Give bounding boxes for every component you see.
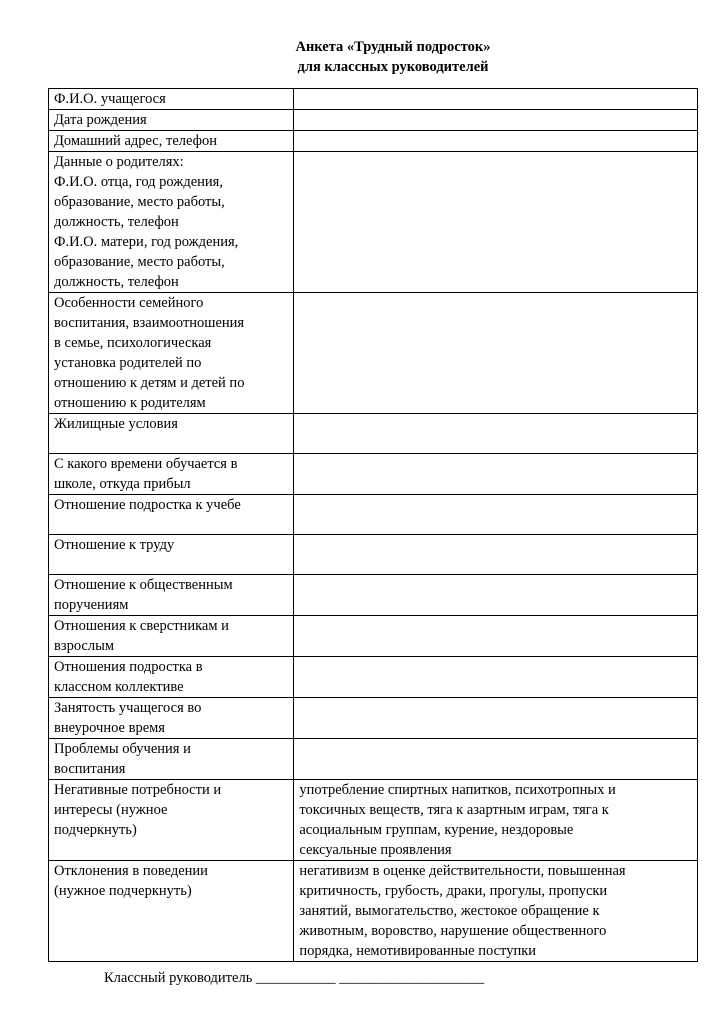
teacher-signature-line: Классный руководитель ___________ ____________________ (104, 970, 485, 986)
row-value-field[interactable]: употребление спиртных напитков, психотропных и токсичных веществ, тяга к азартным играм, тяга к асоциальным группам, курение, нездоровые сексуальные проявления (294, 780, 698, 861)
table-row (49, 454, 698, 495)
row-value-field[interactable] (294, 89, 698, 110)
row-label: Занятость учащегося во внеурочное время (49, 698, 294, 739)
row-label: Отношение к общественным поручениям (49, 575, 294, 616)
questionnaire-table (48, 88, 698, 962)
row-value-field[interactable] (294, 739, 698, 780)
row-label: Негативные потребности и интересы (нужное подчеркнуть) (49, 780, 294, 861)
row-value-field[interactable] (294, 616, 698, 657)
row-label: Отношения подростка в классном коллективе (49, 657, 294, 698)
table-row (49, 616, 698, 657)
row-value-field[interactable] (294, 575, 698, 616)
row-value-field[interactable]: негативизм в оценке действительности, повышенная критичность, грубость, драки, прогулы, пропуски занятий, вымогательство, жестокое обращение к животным, воровство, нарушение общественного порядка, немотивированные поступки (294, 861, 698, 962)
row-label: Отклонения в поведении (нужное подчеркнуть) (49, 861, 294, 962)
table-row (49, 698, 698, 739)
table-row (49, 575, 698, 616)
row-value-field[interactable] (294, 657, 698, 698)
row-label: Отношение к труду (49, 535, 294, 575)
row-value-field[interactable] (294, 535, 698, 575)
table-row (49, 657, 698, 698)
row-label: Дата рождения (49, 110, 294, 131)
table-row (49, 152, 698, 293)
row-value-field[interactable] (294, 414, 698, 454)
table-row (49, 861, 698, 962)
row-label: Домашний адрес, телефон (49, 131, 294, 152)
row-value-field[interactable] (294, 495, 698, 535)
row-value-field[interactable] (294, 698, 698, 739)
row-value-field[interactable] (294, 454, 698, 495)
row-label: Жилищные условия (49, 414, 294, 454)
title-line-1: Анкета «Трудный подросток» (295, 39, 491, 55)
row-label: Ф.И.О. учащегося (49, 89, 294, 110)
row-label: Проблемы обучения и воспитания (49, 739, 294, 780)
document-title (0, 37, 728, 77)
table-row (49, 495, 698, 535)
table-row (49, 293, 698, 414)
row-label: С какого времени обучается в школе, откуда прибыл (49, 454, 294, 495)
table-row (49, 780, 698, 861)
row-value-field[interactable] (294, 152, 698, 293)
row-value-field[interactable] (294, 131, 698, 152)
row-value-field[interactable] (294, 110, 698, 131)
row-label: Отношение подростка к учебе (49, 495, 294, 535)
table-row (49, 131, 698, 152)
row-value-field[interactable] (294, 293, 698, 414)
table-row (49, 739, 698, 780)
row-label: Данные о родителях: Ф.И.О. отца, год рождения, образование, место работы, должность, телефон Ф.И.О. матери, год рождения, образование, место работы, должность, телефон (49, 152, 294, 293)
title-line-2: для классных руководителей (297, 59, 489, 75)
table-row (49, 414, 698, 454)
table-row (49, 110, 698, 131)
table-row (49, 89, 698, 110)
row-label: Отношения к сверстникам и взрослым (49, 616, 294, 657)
row-label: Особенности семейного воспитания, взаимоотношения в семье, психологическая установка родителей по отношению к детям и детей по отношению к родителям (49, 293, 294, 414)
table-row (49, 535, 698, 575)
